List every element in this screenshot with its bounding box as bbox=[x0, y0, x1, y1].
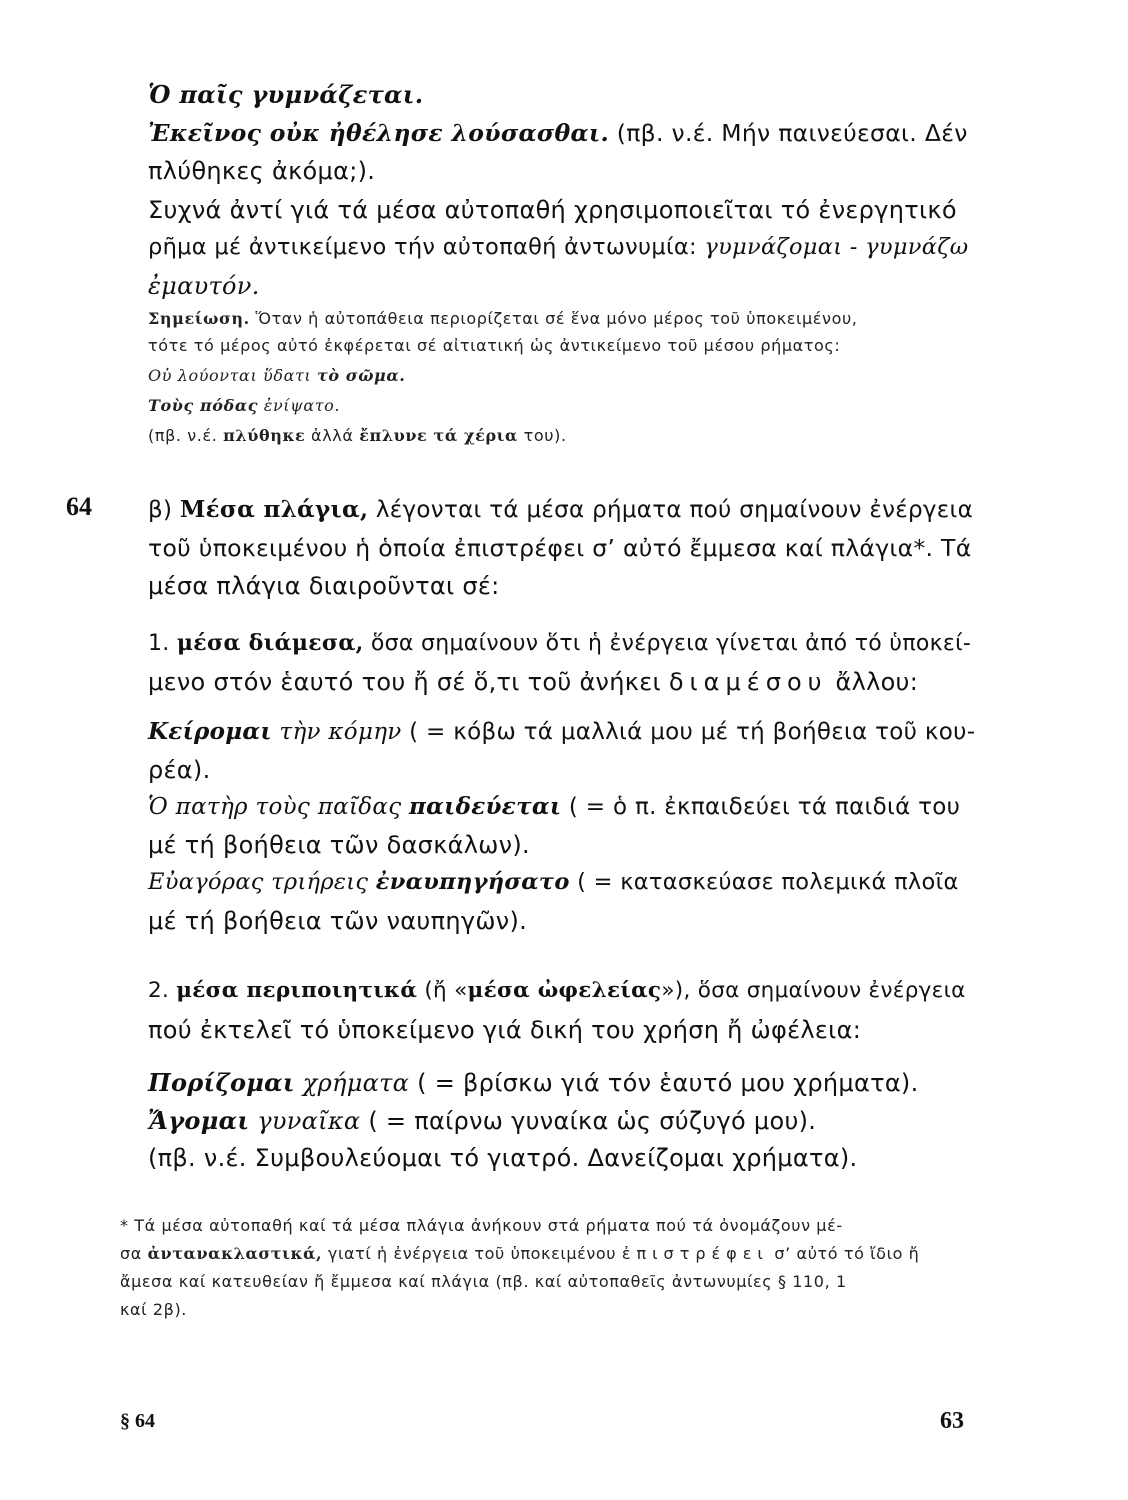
text-line: (πβ. ν.έ. Συμβουλεύομαι τό γιατρό. Δανείζομαι χρήματα). bbox=[148, 1144, 858, 1172]
note-example: (πβ. ν.έ. πλύθηκε ἀλλά ἔπλυνε τά χέρια του). bbox=[148, 426, 567, 445]
note-example: Οὐ λούονται ὕδατι τὸ σῶμα. bbox=[148, 366, 406, 385]
text-line bbox=[148, 157, 375, 185]
example-line: Εὐαγόρας τριήρεις ἐναυπηγήσατο ( = κατασκεύασε πολεμικά πλοῖα bbox=[148, 869, 959, 895]
text-line bbox=[148, 272, 260, 300]
example-line: Ἄγομαι γυναῖκα ( = παίρνω γυναίκα ὡς σύζυγό μου). bbox=[148, 1106, 817, 1135]
note-text: τότε τό μέρος αὐτό ἐκφέρεται σέ αἰτιατική ὡς ἀντικείμενο τοῦ μέσου ρήματος: bbox=[148, 336, 841, 355]
note-example: Τοὺς πόδας ἐνίψατο. bbox=[148, 396, 341, 415]
section-number: 64 bbox=[66, 492, 92, 521]
greek-example: Ἐκεῖνος οὐκ ἠθέλησε λούσασθαι. bbox=[148, 119, 609, 147]
example-line: Πορίζομαι χρήματα ( = βρίσκω γιά τόν ἑαυτό μου χρήματα). bbox=[148, 1068, 919, 1097]
term: μέσα ὠφελείας bbox=[467, 978, 662, 1003]
text-line: μέσα πλάγια διαιροῦνται σέ: bbox=[148, 572, 500, 600]
text-line: τοῦ ὑποκειμένου ἡ ὁποία ἐπιστρέφει σ’ αὐτό ἔμμεσα καί πλάγια*. Τά bbox=[148, 534, 972, 562]
note-text: Ὅταν ἡ αὐτοπάθεια περιορίζεται σέ ἕνα μόνο μέρος τοῦ ὑποκειμένου, bbox=[249, 309, 858, 328]
note-label: Σημείωση. bbox=[148, 309, 250, 328]
footnote-line: ἄμεσα καί κατευθείαν ἤ ἔμμεσα καί πλάγια (πβ. καί αὐτοπαθεῖς ἀντωνυμίες § 110, 1 bbox=[120, 1272, 847, 1291]
footer-section-ref: § 64 bbox=[120, 1410, 155, 1432]
list-item: 2. μέσα περιποιητικά (ἤ «μέσα ὠφελείας»), ὅσα σημαίνουν ἐνέργεια bbox=[148, 978, 966, 1003]
example-line bbox=[148, 119, 968, 147]
text-line: μενο στόν ἑαυτό του ἤ σέ ὅ,τι τοῦ ἀνήκει διαμέσου ἄλλου: bbox=[148, 668, 919, 696]
greek-example: Ὁ παῖς γυμνάζεται. bbox=[148, 80, 424, 109]
text-line bbox=[148, 234, 968, 260]
text-line: ρέα). bbox=[148, 756, 211, 784]
term: ἀντανακλαστικά, bbox=[147, 1244, 323, 1263]
comparison-text: πλύθηκες ἀκόμα;). bbox=[148, 157, 376, 185]
page-number: 63 bbox=[940, 1408, 964, 1434]
example-line bbox=[148, 80, 423, 109]
note-line bbox=[148, 336, 840, 355]
text-line: β) Μέσα πλάγια, λέγονται τά μέσα ρήματα πού σημαίνουν ἐνέργεια bbox=[148, 496, 974, 523]
greek-example: γυμνάζομαι - γυμνάζω bbox=[704, 234, 969, 260]
text-line: μέ τή βοήθεια τῶν ναυπηγῶν). bbox=[148, 907, 528, 935]
text-line bbox=[148, 196, 957, 224]
comparison-text: (πβ. ν.έ. Μήν παινεύεσαι. Δέν bbox=[609, 119, 968, 147]
example-line: Κείρομαι τὴν κόμην ( = κόβω τά μαλλιά μου μέ τή βοήθεια τοῦ κου- bbox=[148, 718, 976, 745]
example-line: Ὁ πατὴρ τοὺς παῖδας παιδεύεται ( = ὁ π. ἐκπαιδεύει τά παιδιά του bbox=[148, 793, 961, 820]
term: Μέσα πλάγια, bbox=[179, 496, 369, 523]
term: μέσα περιποιητικά bbox=[176, 978, 418, 1003]
footnote-line: καί 2β). bbox=[120, 1300, 187, 1319]
footnote-line: σα ἀντανακλαστικά, γιατί ἡ ἐνέργεια τοῦ ὑποκειμένου ἐπιστρέφει σ’ αὐτό τό ἴδιο ἤ bbox=[120, 1244, 920, 1263]
text-line: μέ τή βοήθεια τῶν δασκάλων). bbox=[148, 831, 530, 859]
note-line bbox=[148, 309, 858, 328]
footnote-line: * Τά μέσα αὐτοπαθή καί τά μέσα πλάγια ἀνήκουν στά ρήματα πού τά ὀνομάζουν μέ- bbox=[120, 1216, 843, 1235]
body-text: Συχνά ἀντί γιά τά μέσα αὐτοπαθή χρησιμοποιεῖται τό ἐνεργητικό bbox=[148, 196, 957, 224]
greek-example: ἐμαυτόν. bbox=[148, 272, 260, 300]
term: μέσα διάμεσα, bbox=[176, 630, 364, 656]
body-text: ρῆμα μέ ἀντικείμενο τήν αὐτοπαθή ἀντωνυμία: bbox=[148, 234, 705, 260]
list-item: 1. μέσα διάμεσα, ὅσα σημαίνουν ὅτι ἡ ἐνέργεια γίνεται ἀπό τό ὑποκεί- bbox=[148, 630, 972, 656]
text-line: πού ἐκτελεῖ τό ὑποκείμενο γιά δική του χρήση ἤ ὠφέλεια: bbox=[148, 1016, 862, 1044]
